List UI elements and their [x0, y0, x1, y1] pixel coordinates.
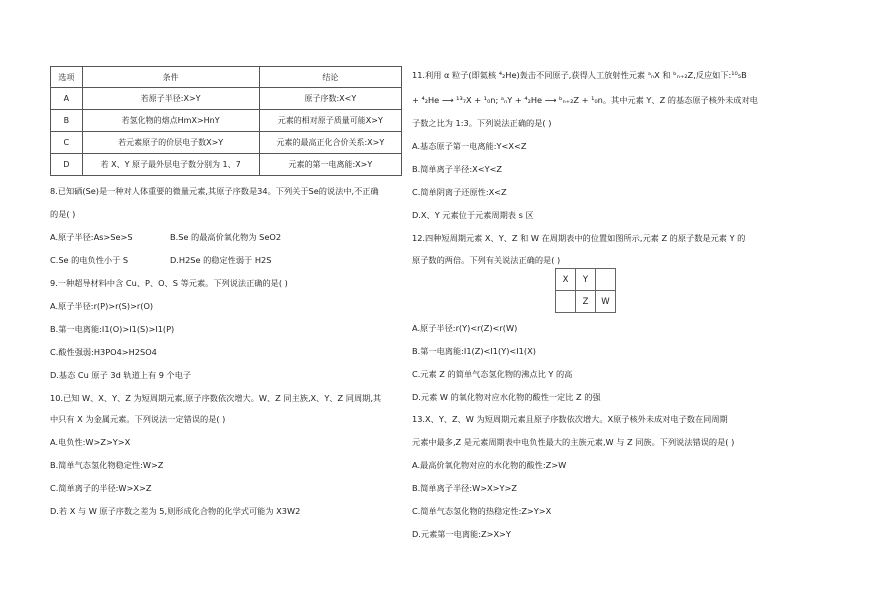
- conditions-table: [50, 66, 402, 176]
- table-header: 条件: [82, 67, 259, 88]
- q8-stem: 的是( ): [50, 209, 76, 219]
- grid-row: [556, 269, 616, 291]
- table-cell: 若原子半径:X>Y: [82, 88, 259, 110]
- grid-row: [556, 291, 616, 313]
- grid-cell: Y: [576, 269, 596, 291]
- q8-option-a: A.原子半径:As>Se>S: [50, 232, 133, 242]
- periodic-position-grid: [555, 268, 616, 313]
- q12-option-a: A.原子半径:r(Y)<r(Z)<r(W): [412, 323, 518, 333]
- q9-option-c: C.酸性强弱:H3PO4>H2SO4: [50, 347, 157, 357]
- q12-option-c: C.元素 Z 的简单气态氢化物的沸点比 Y 的高: [412, 369, 573, 379]
- table-row: [51, 154, 402, 176]
- grid-cell: Z: [576, 291, 596, 313]
- q9-option-d: D.基态 Cu 原子 3d 轨道上有 9 个电子: [50, 370, 192, 380]
- q8-option-c: C.Se 的电负性小于 S: [50, 255, 129, 265]
- table-cell: B: [51, 110, 83, 132]
- q13-stem: 13.X、Y、Z、W 为短周期元素且原子序数依次增大。X原子核外未成对电子数在同周期: [412, 414, 728, 424]
- q10-option-b: B.简单气态氢化物稳定性:W>Z: [50, 460, 164, 470]
- table-cell: 元素的最高正化合价关系:X>Y: [259, 132, 401, 154]
- table-row: [51, 110, 402, 132]
- table-header-row: [51, 67, 402, 88]
- q9-option-b: B.第一电离能:I1(O)>I1(S)>I1(P): [50, 324, 175, 334]
- table-header: 选项: [51, 67, 83, 88]
- q12-stem: 12.四种短周期元素 X、Y、Z 和 W 在周期表中的位置如图所示,元素 Z 的原子数是元素 Y 的: [412, 233, 746, 243]
- q13-option-a: A.最高价氧化物对应的水化物的酸性:Z>W: [412, 460, 567, 470]
- q13-stem: 元素中最多,Z 是元素周期表中电负性最大的主族元素,W 与 Z 同族。下列说法错误的是( ): [412, 437, 735, 447]
- q13-option-c: C.简单气态氢化物的热稳定性:Z>Y>X: [412, 506, 552, 516]
- q11-option-c: C.简单阴离子还原性:X<Z: [412, 187, 507, 197]
- q11-stem: 子数之比为 1:3。下列说法正确的是( ): [412, 118, 552, 128]
- q10-option-d: D.若 X 与 W 原子序数之差为 5,则形成化合物的化学式可能为 X3W2: [50, 506, 301, 516]
- table-row: [51, 88, 402, 110]
- table-cell: 原子序数:X<Y: [259, 88, 401, 110]
- q13-option-b: B.简单离子半径:W>X>Y>Z: [412, 483, 517, 493]
- q9-stem: 9.一种超导材料中含 Cu、P、O、S 等元素。下列说法正确的是( ): [50, 278, 288, 288]
- q12-option-d: D.元素 W 的氧化物对应水化物的酸性一定比 Z 的强: [412, 392, 601, 402]
- q10-option-c: C.简单离子的半径:W>X>Z: [50, 483, 152, 493]
- q8-option-d: D.H2Se 的稳定性弱于 H2S: [170, 255, 272, 265]
- q11-stem: + ⁴₂He ⟶ ¹³₇X + ¹₀n; ᵃₙY + ⁴₂He ⟶ ᵇₙ₊₂Z + ¹₀n。其中元素 Y、Z 的基态原子核外未成对电: [412, 95, 758, 105]
- table-cell: D: [51, 154, 83, 176]
- q10-stem: 中只有 X 为金属元素。下列说法一定错误的是( ): [50, 414, 226, 424]
- table-cell: 元素的第一电离能:X>Y: [259, 154, 401, 176]
- table-row: [51, 132, 402, 154]
- q11-option-d: D.X、Y 元素位于元素周期表 s 区: [412, 210, 534, 220]
- grid-cell: [556, 291, 576, 313]
- q11-stem: 11.利用 α 粒子(即氦核 ⁴₂He)轰击不同原子,获得人工放射性元素 ᵃₙX 和 ᵇₙ₊₂Z,反应如下:¹⁰₅B: [412, 70, 747, 80]
- q11-option-a: A.基态原子第一电离能:Y<X<Z: [412, 141, 527, 151]
- q12-option-b: B.第一电离能:I1(Z)<I1(Y)<I1(X): [412, 346, 536, 356]
- q11-option-b: B.简单离子半径:X<Y<Z: [412, 164, 503, 174]
- q13-option-d: D.元素第一电离能:Z>X>Y: [412, 529, 511, 539]
- table-cell: 若 X、Y 原子最外层电子数分别为 1、7: [82, 154, 259, 176]
- table-cell: C: [51, 132, 83, 154]
- grid-cell: W: [596, 291, 616, 313]
- q8-option-b: B.Se 的最高价氧化物为 SeO2: [170, 232, 282, 242]
- table-cell: A: [51, 88, 83, 110]
- grid-cell: [596, 269, 616, 291]
- q8-stem: 8.已知硒(Se)是一种对人体重要的微量元素,其原子序数是34。下列关于Se的说法中,不正确: [50, 186, 379, 196]
- q10-stem: 10.已知 W、X、Y、Z 为短周期元素,原子序数依次增大。W、Z 同主族,X、Y、Z 同周期,其: [50, 393, 382, 403]
- grid-cell: X: [556, 269, 576, 291]
- table-cell: 元素的相对原子质量可能X>Y: [259, 110, 401, 132]
- q9-option-a: A.原子半径:r(P)>r(S)>r(O): [50, 301, 154, 311]
- q12-stem: 原子数的两倍。下列有关说法正确的是( ): [412, 255, 561, 265]
- table-header: 结论: [259, 67, 401, 88]
- table-cell: 若元素原子的价层电子数X>Y: [82, 132, 259, 154]
- table-cell: 若氢化物的熔点HmX>HnY: [82, 110, 259, 132]
- q10-option-a: A.电负性:W>Z>Y>X: [50, 437, 131, 447]
